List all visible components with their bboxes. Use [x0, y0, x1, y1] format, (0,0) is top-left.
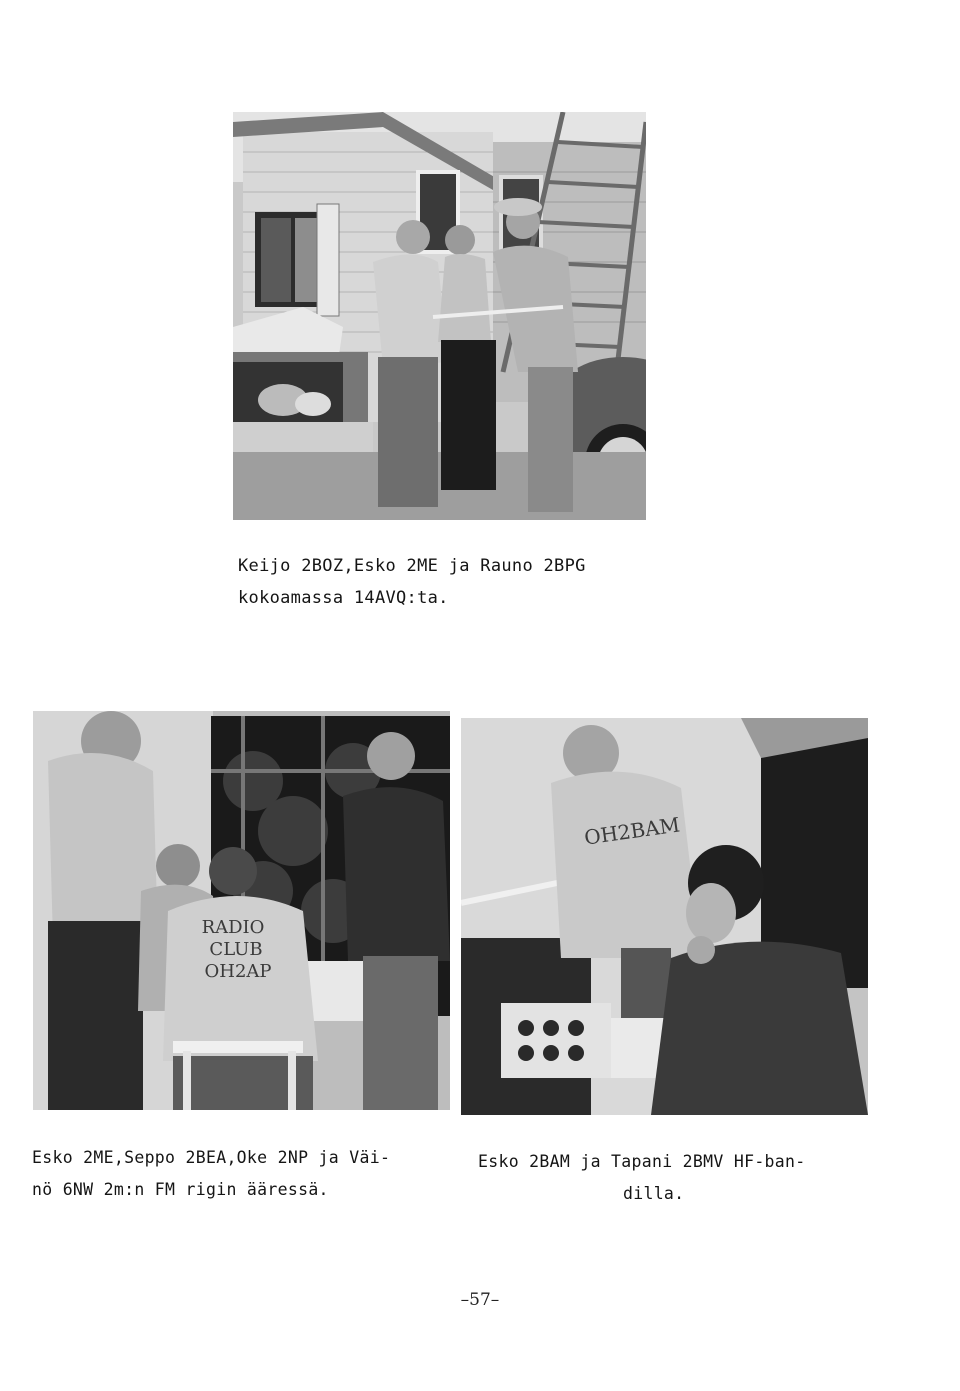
caption-photo-1-line-2: kokoamassa 14AVQ:ta.	[238, 588, 449, 608]
caption-photo-2-line-2: nö 6NW 2m:n FM rigin ääressä.	[32, 1180, 329, 1199]
photo-hf-station	[461, 718, 868, 1115]
photo-antenna-assembly	[233, 112, 646, 520]
radio-club-shirt-line-1: RADIO	[201, 917, 265, 938]
caption-photo-3	[478, 1146, 805, 1210]
caption-photo-1-line-1: Keijo 2BOZ,Esko 2ME ja Rauno 2BPG	[238, 556, 586, 576]
caption-photo-2	[32, 1142, 390, 1206]
page-number: –57–	[460, 1290, 500, 1310]
caption-photo-3-line-2: dilla.	[623, 1184, 685, 1203]
photo-radio-club-fm-rig	[33, 711, 450, 1110]
photo-hf-station-image	[461, 718, 868, 1115]
photo-radio-club-fm-rig-image	[33, 711, 450, 1110]
caption-photo-1	[238, 550, 586, 614]
photo-antenna-assembly-image	[233, 112, 646, 520]
caption-photo-3-line-1: Esko 2BAM ja Tapani 2BMV HF-ban-	[478, 1152, 806, 1171]
caption-photo-2-line-1: Esko 2ME,Seppo 2BEA,Oke 2NP ja Väi-	[32, 1148, 391, 1167]
oh2bam-shirt-text: OH2BAM	[582, 812, 682, 850]
radio-club-shirt-line-3: OH2AP	[204, 961, 272, 982]
radio-club-shirt-line-2: CLUB	[209, 939, 263, 960]
